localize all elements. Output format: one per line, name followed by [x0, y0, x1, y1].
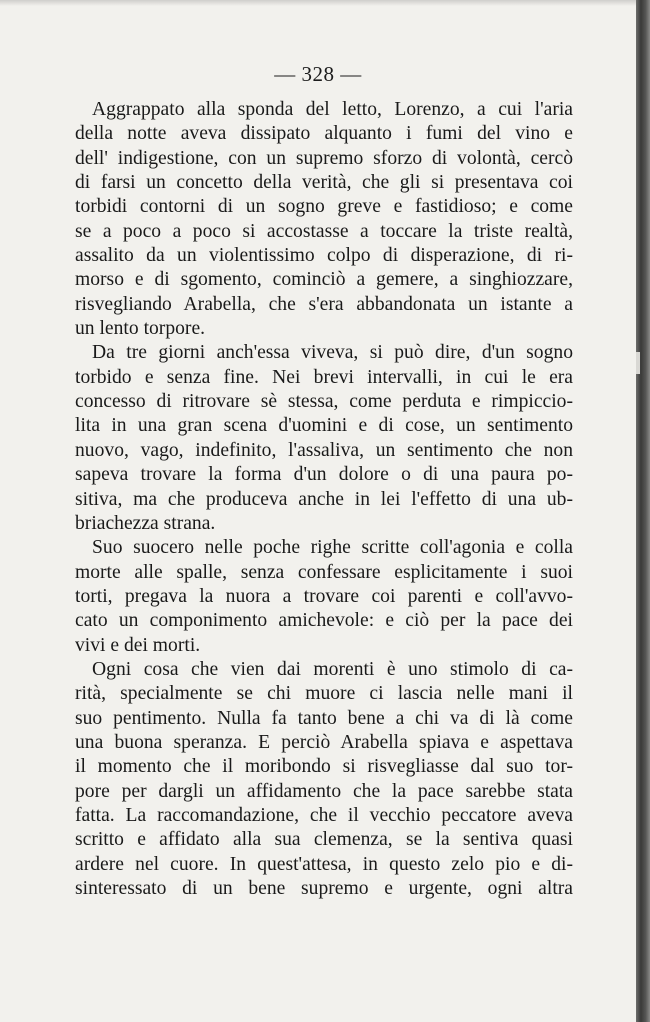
text-line: concesso di ritrovare sè stessa, come perduta e rimpiccio-	[75, 391, 573, 413]
text-line: Da tre giorni anch'essa viveva, si può dire, d'un sogno	[92, 342, 573, 364]
text-line: sitiva, ma che produceva anche in lei l'effetto di una ub-	[75, 488, 573, 510]
text-line: torbido e senza fine. Nei brevi intervalli, in cui le era	[75, 366, 573, 388]
text-line: se a poco a poco si accostasse a toccare la triste realtà,	[75, 220, 573, 242]
text-line: assalito da un violentissimo colpo di disperazione, di ri-	[75, 245, 573, 267]
text-line: suo pentimento. Nulla fa tanto bene a chi va di là come	[75, 707, 573, 729]
text-line: di farsi un concetto della verità, che gli si presentava coi	[75, 172, 573, 194]
text-line: sapeva trovare la forma d'un dolore o di una paura po-	[75, 464, 573, 486]
text-line: risvegliando Arabella, che s'era abbandonata un istante a	[75, 293, 573, 315]
text-line: Suo suocero nelle poche righe scritte coll'agonia e colla	[92, 537, 573, 559]
book-binding-edge	[636, 0, 650, 1022]
text-line: una buona speranza. E perciò Arabella spiava e aspettava	[75, 731, 573, 753]
text-line: rità, specialmente se chi muore ci lascia nelle mani il	[75, 683, 573, 705]
edge-mark	[636, 352, 640, 374]
text-line: morso e di sgomento, cominciò a gemere, a singhiozzare,	[75, 269, 573, 291]
text-line: sinteressato di un bene supremo e urgente, ogni altra	[75, 878, 573, 899]
text-line: Aggrappato alla sponda del letto, Lorenzo, a cui l'aria	[92, 99, 573, 120]
text-line: della notte aveva dissipato alquanto i fumi del vino e	[75, 123, 573, 145]
page-top-shadow	[0, 0, 636, 6]
text-line: briachezza strana.	[75, 512, 216, 534]
text-line: nuovo, vago, indefinito, l'assaliva, un sentimento che non	[75, 439, 573, 461]
text-line: torbidi contorni di un sogno greve e fastidioso; e come	[75, 196, 573, 218]
text-line: scritto e affidato alla sua clemenza, se la sentiva quasi	[75, 829, 573, 851]
text-line: fatta. La raccomandazione, che il vecchio peccatore aveva	[75, 804, 573, 826]
text-line: Ogni cosa che vien dai morenti è uno stimolo di ca-	[92, 658, 573, 680]
text-line: ardere nel cuore. In quest'attesa, in questo zelo pio e di-	[75, 853, 573, 875]
text-line: lita in una gran scena d'uomini e di cose, un sentimento	[75, 415, 573, 437]
page-number: — 328 —	[274, 62, 362, 86]
text-line: un lento torpore.	[75, 318, 206, 340]
text-line: vivi e dei morti.	[75, 634, 201, 656]
text-line: dell' indigestione, con un supremo sforzo di volontà, cercò	[75, 147, 573, 169]
text-line: pore per dargli un affidamento che la pace sarebbe stata	[75, 780, 573, 802]
text-line: cato un componimento amichevole: e ciò per la pace dei	[75, 610, 573, 632]
body-text	[75, 98, 573, 901]
text-line: il momento che il moribondo si risvegliasse dal suo tor-	[75, 756, 573, 778]
text-line: morte alle spalle, senza confessare esplicitamente i suoi	[75, 561, 573, 583]
text-line: torti, pregava la nuora a trovare coi parenti e coll'avvo-	[75, 585, 573, 607]
